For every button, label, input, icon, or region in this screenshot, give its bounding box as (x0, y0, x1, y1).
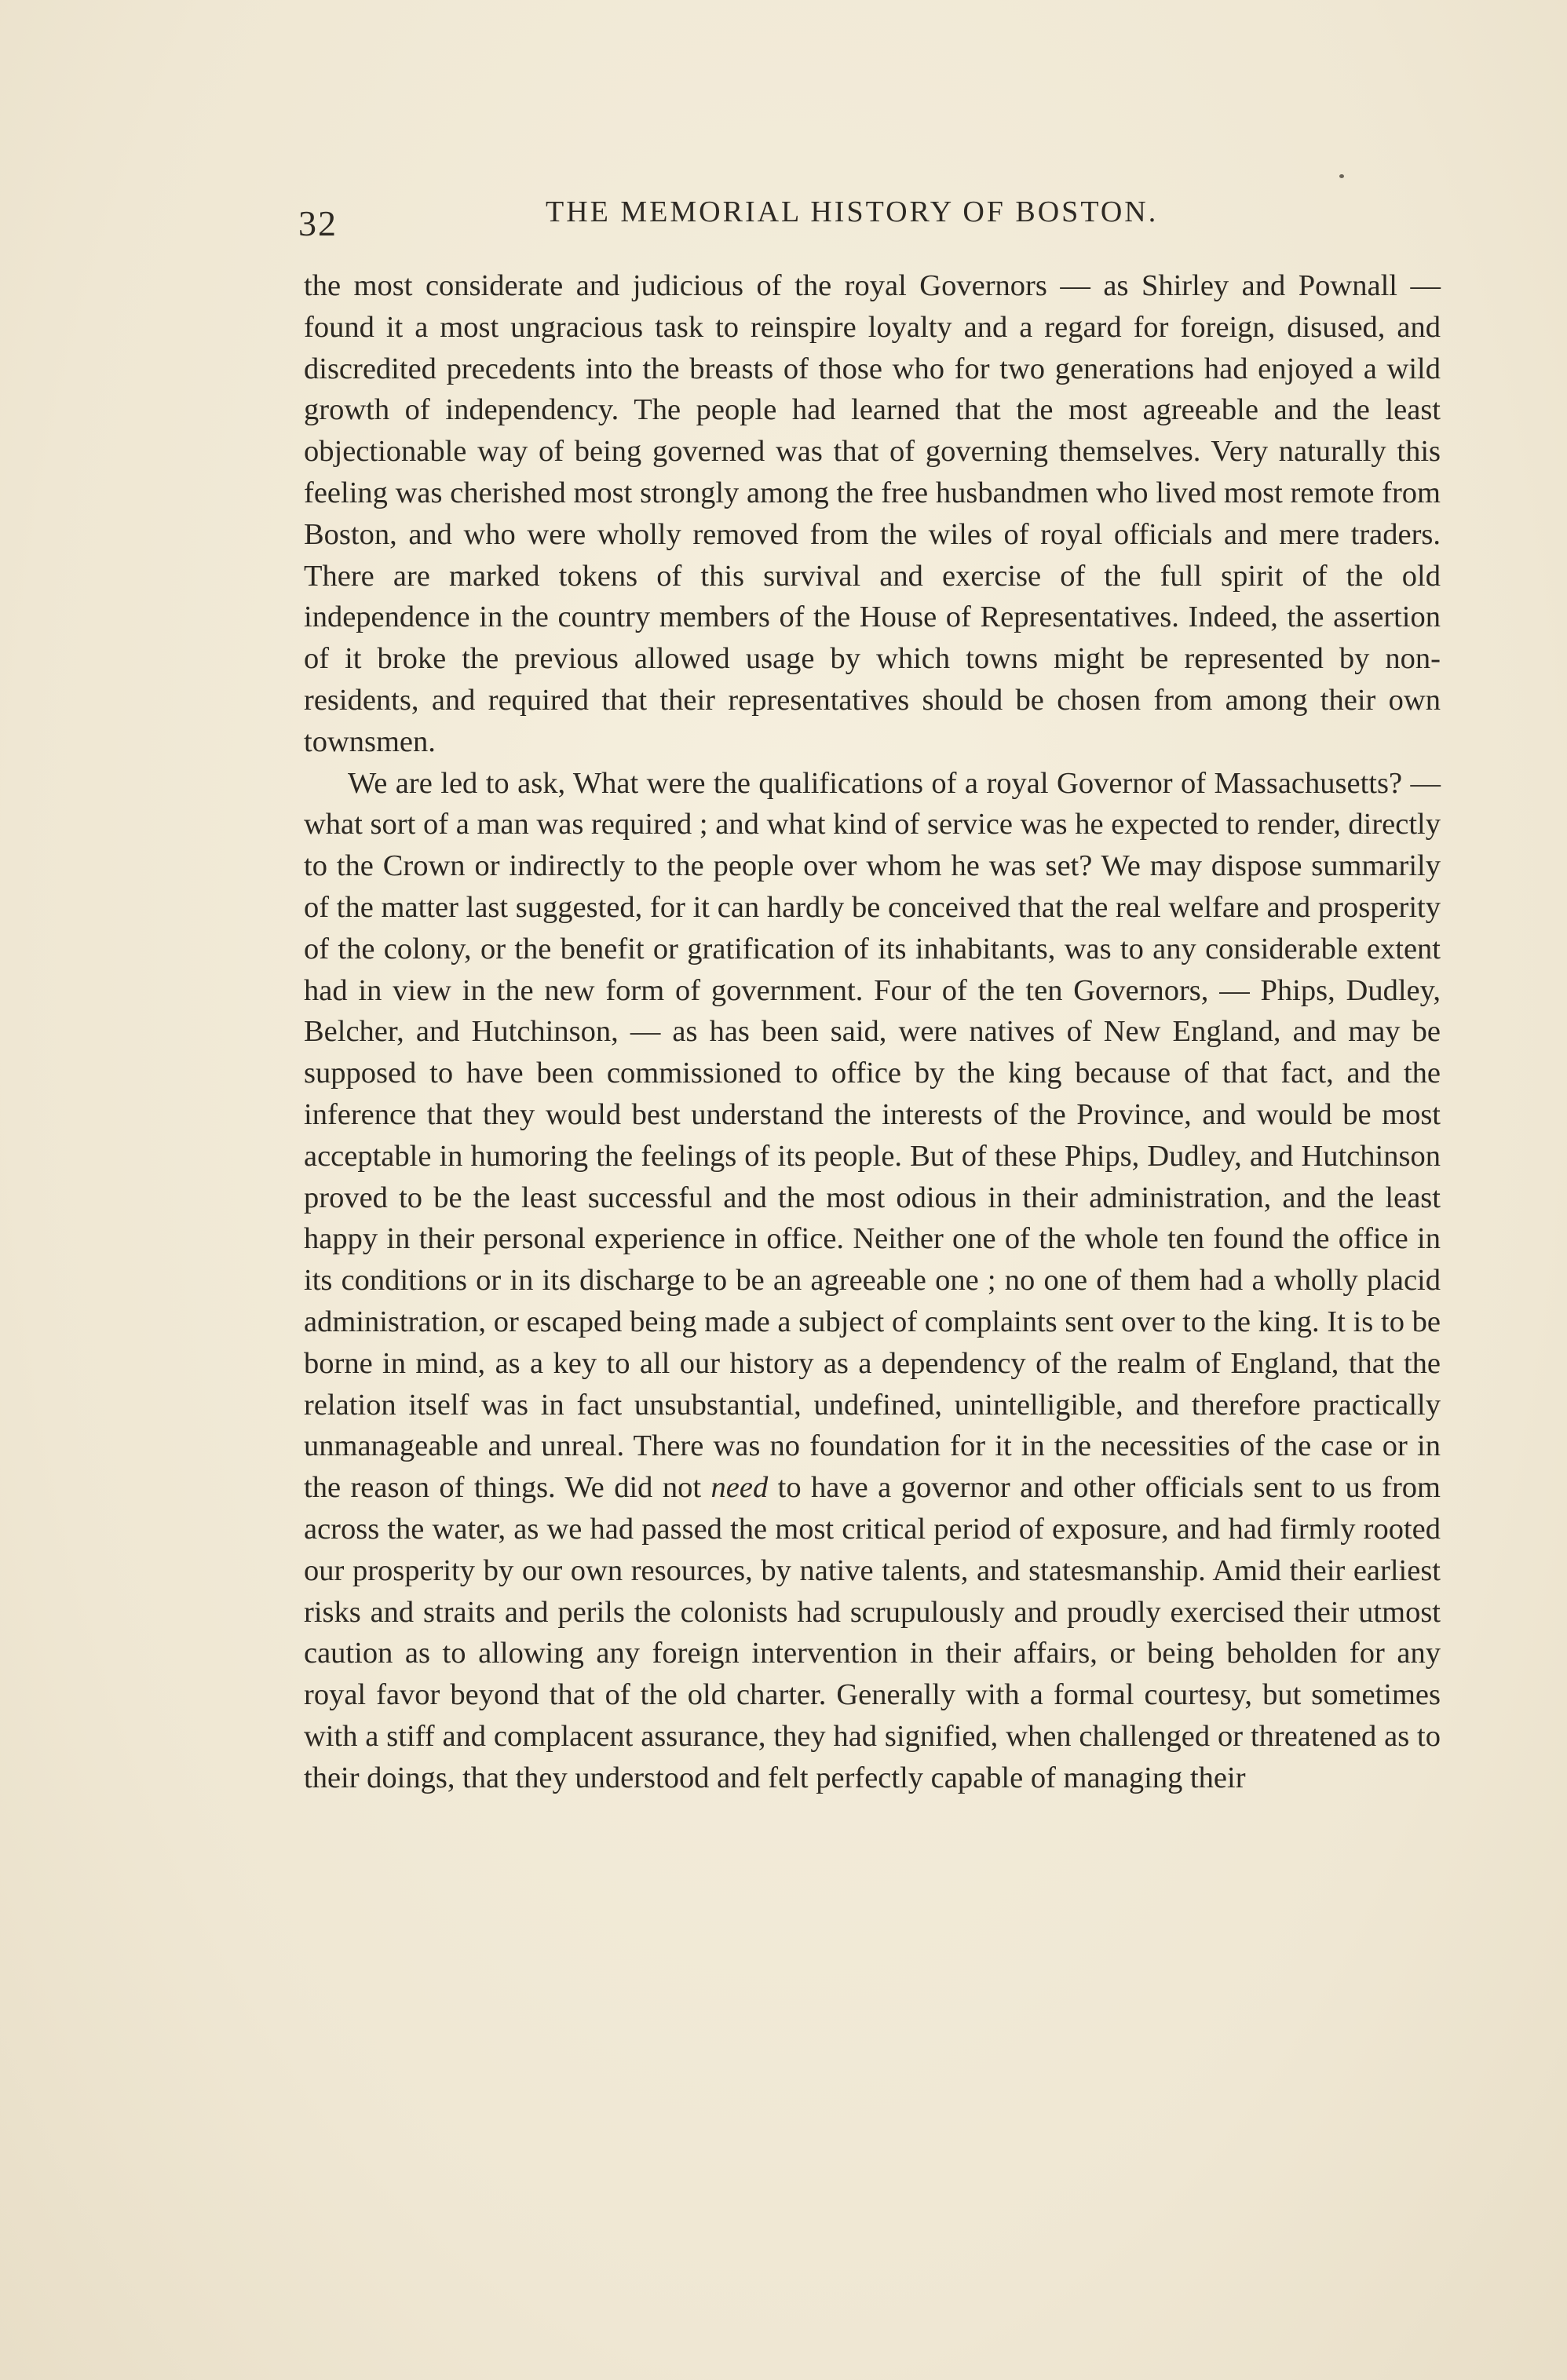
paragraph-2-part-2: to have a governor and other officials sent to us from across the water, as we had passed the most critical period of exposure, and had firmly rooted our prosperity by our own resources, by native talents, and statesmanship. Amid their earliest risks and straits and perils the colonists had scrupulously and proudly exercised their utmost caution as to allowing any foreign intervention in their affairs, or being beholden for any royal favor beyond that of the old charter. Generally with a formal courtesy, but sometimes with a stiff and complacent assurance, they had signified, when challenged or threatened as to their doings, that they understood and felt perfectly capable of managing their (304, 1471, 1441, 1794)
ink-speck (1339, 174, 1344, 178)
paragraph-1: the most considerate and judicious of the royal Governors — as Shirley and Pownall — found it a most ungracious task to reinspire loyalty and a regard for foreign, disused, and discredited precedents into the breasts of those who for two generations had enjoyed a wild growth of independency. The people had learned that the most agreeable and the least objectionable way of being governed was that of governing themselves. Very naturally this feeling was cherished most strongly among the free husbandmen who lived most remote from Boston, and who were wholly removed from the wiles of royal officials and mere traders. There are marked tokens of this survival and exercise of the full spirit of the old independence in the country members of the House of Representatives. Indeed, the assertion of it broke the previous allowed usage by which towns might be represented by non-residents, and required that their representatives should be chosen from among their own townsmen. (304, 269, 1441, 758)
paragraph-2 (304, 763, 1441, 1799)
body-text (304, 265, 1441, 1798)
running-head (298, 187, 1437, 242)
running-title: THE MEMORIAL HISTORY OF BOSTON. (546, 195, 1159, 228)
italic-word: need (710, 1471, 769, 1505)
paragraph-2-part-1: We are led to ask, What were the qualifications of a royal Governor of Massachusetts? — what sort of a man was required ; and what kind of service was he expected to render, directly to the Crown or indirectly to the people over whom he was set? We may dispose summarily of the matter last suggested, for it can hardly be conceived that the real welfare and prosperity of the colony, or the benefit or gratification of its inhabitants, was to any considerable extent had in view in the new form of government. Four of the ten Governors, — Phips, Dudley, Belcher, and Hutchinson, — as has been said, were natives of New England, and may be supposed to have been commissioned to office by the king because of that fact, and the inference that they would best understand the interests of the Province, and would be most acceptable in humoring the feelings of its people. But of these Phips, Dudley, and Hutchinson proved to be the least successful and the most odious in their administration, and the least happy in their personal experience in office. Neither one of the whole ten found the office in its conditions or in its discharge to be an agreeable one ; no one of them had a wholly placid administration, or escaped being made a subject of complaints sent over to the king. It is to be borne in mind, as a key to all our history as a dependency of the realm of England, that the relation itself was in fact unsubstantial, undefined, unintelligible, and therefore practically unmanageable and unreal. There was no foundation for it in the necessities of the case or in the reason of things. We did not (304, 766, 1441, 1505)
page-number: 32 (298, 203, 338, 243)
